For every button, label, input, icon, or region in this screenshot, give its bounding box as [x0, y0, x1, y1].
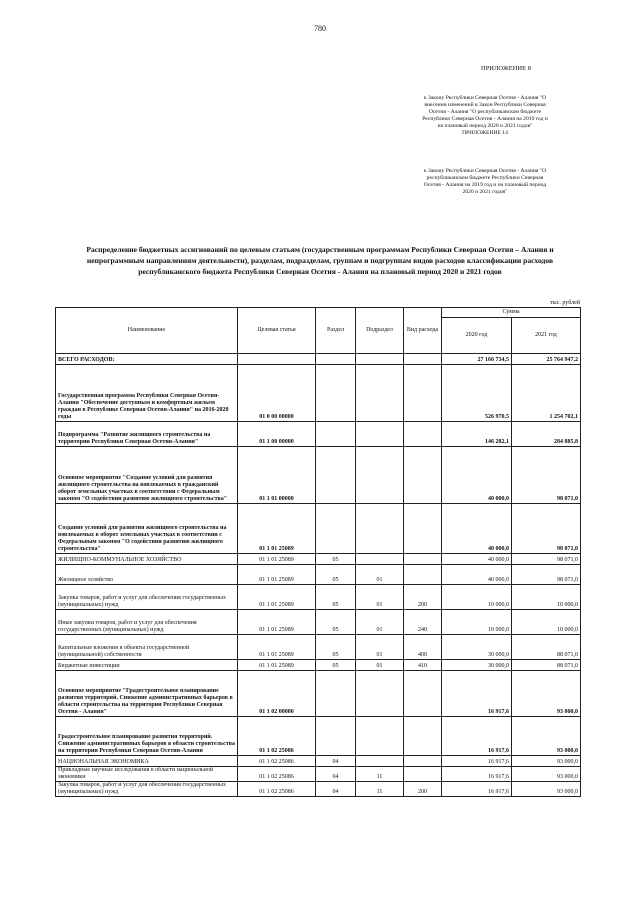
cell-section: 05	[316, 585, 356, 610]
cell-target: 01 1 01 25089	[238, 565, 316, 585]
header-target: Целевая статья	[238, 308, 316, 354]
cell-section	[316, 671, 356, 717]
cell-target: 01 1 02 00000	[238, 671, 316, 717]
cell-name: Государственная программа Республики Северная Осетия-Алания "Обеспечение доступным и комфортным жильем граждан в Республике Северная Осетия-Алания" на 2016-2020 годы	[56, 365, 238, 422]
cell-type	[404, 717, 442, 756]
cell-subsection	[356, 717, 404, 756]
cell-v2021: 10 000,0	[512, 585, 581, 610]
cell-subsection	[356, 365, 404, 422]
cell-name: Градостроительное планирование развития территорий. Снижение административных барьеров в области строительства на территории Республики Северная Осетия-Алания	[56, 717, 238, 756]
table-row	[56, 504, 581, 554]
cell-target: 01 1 01 00000	[238, 447, 316, 504]
cell-v2020: 40 000,0	[442, 447, 512, 504]
note-block-2	[392, 168, 578, 196]
cell-target: 01 1 02 25086	[238, 717, 316, 756]
cell-v2021: 93 000,0	[512, 756, 581, 767]
budget-table	[55, 307, 581, 797]
table-row	[56, 365, 581, 422]
header-name: Наименование	[56, 308, 238, 354]
cell-target: 01 1 02 25086	[238, 782, 316, 797]
page-number: 780	[314, 24, 326, 33]
header-2021: 2021 год	[512, 318, 581, 354]
cell-v2020: 16 917,6	[442, 756, 512, 767]
cell-v2021: 10 000,0	[512, 610, 581, 635]
table-row	[56, 767, 581, 782]
cell-name: Бюджетные инвестиции	[56, 660, 238, 671]
cell-type	[404, 554, 442, 565]
cell-target: 01 1 00 00000	[238, 422, 316, 447]
cell-v2020: 146 282,1	[442, 422, 512, 447]
cell-section	[316, 422, 356, 447]
note-line: к Закону Республики Северная Осетия - Алания "О	[423, 95, 547, 101]
appendix-label: ПРИЛОЖЕНИЕ 8	[481, 65, 531, 72]
note-line: ПРИЛОЖЕНИЕ 14	[462, 130, 508, 136]
table-row	[56, 447, 581, 504]
cell-section	[316, 447, 356, 504]
cell-subsection	[356, 671, 404, 717]
table-row	[56, 585, 581, 610]
cell-v2021: 1 254 702,1	[512, 365, 581, 422]
cell-subsection: 11	[356, 767, 404, 782]
cell-target: 01 1 01 25089	[238, 504, 316, 554]
header-section: Раздел	[316, 308, 356, 354]
cell-target: 01 1 02 25086	[238, 767, 316, 782]
cell-target: 01 0 00 00000	[238, 365, 316, 422]
cell-type	[404, 767, 442, 782]
cell-target	[238, 354, 316, 365]
header-subsection: Подраздел	[356, 308, 404, 354]
cell-type: 240	[404, 610, 442, 635]
cell-name: Капитальные вложения в объекты государственной (муниципальной) собственности	[56, 635, 238, 660]
cell-type	[404, 504, 442, 554]
table-row	[56, 554, 581, 565]
cell-section: 04	[316, 767, 356, 782]
cell-section	[316, 354, 356, 365]
cell-type	[404, 756, 442, 767]
cell-subsection: 01	[356, 585, 404, 610]
cell-target: 01 1 01 25089	[238, 554, 316, 565]
cell-subsection: 01	[356, 565, 404, 585]
note-line: Осетия - Алания "О республиканском бюджете	[428, 109, 542, 115]
table-row	[56, 610, 581, 635]
cell-target: 01 1 01 25089	[238, 660, 316, 671]
cell-name: Закупка товаров, работ и услуг для обеспечения государственных (муниципальных) нужд	[56, 782, 238, 797]
cell-subsection	[356, 504, 404, 554]
cell-section	[316, 717, 356, 756]
cell-v2020: 30 000,0	[442, 660, 512, 671]
cell-subsection	[356, 554, 404, 565]
cell-v2020: 30 000,0	[442, 635, 512, 660]
cell-v2020: 10 000,0	[442, 585, 512, 610]
cell-name: Основное мероприятие "Создание условий для развития жилищного строительства на вовлекаемых в гражданский оборот земельных участках в соответствии с Федеральным законом "О содействии развитию жилищного строительства"	[56, 447, 238, 504]
table-row	[56, 782, 581, 797]
note-line: внесении изменений в Закон Республики Северная	[424, 102, 546, 108]
cell-type: 200	[404, 585, 442, 610]
note-line: Осетия - Алания на 2019 год и на плановый период	[423, 182, 547, 188]
document-title: Распределение бюджетных ассигнований по целевым статьям (государственным программам Республики Северная Осетия – Алания и непрограммным направлениям деятельности), разделам, подразделам, группам и подгруппам видов расходов классификации расходов республиканского бюджета Республики Северная Осетия - Алания на плановый период 2020 и 2021 годов	[86, 245, 554, 276]
table-row	[56, 660, 581, 671]
cell-subsection	[356, 422, 404, 447]
cell-v2021: 88 071,0	[512, 635, 581, 660]
cell-type	[404, 422, 442, 447]
cell-name: Прикладные научные исследования в области национальной экономики	[56, 767, 238, 782]
cell-type: 200	[404, 782, 442, 797]
note-line: республиканском бюджете Республики Северная	[426, 175, 544, 181]
header-sum: Сумма	[442, 308, 581, 318]
cell-v2021: 98 071,0	[512, 554, 581, 565]
cell-section: 04	[316, 756, 356, 767]
cell-target: 01 1 01 25089	[238, 635, 316, 660]
cell-target: 01 1 01 25089	[238, 585, 316, 610]
cell-type	[404, 365, 442, 422]
cell-type	[404, 565, 442, 585]
cell-v2020: 27 166 734,5	[442, 354, 512, 365]
cell-type	[404, 671, 442, 717]
cell-name: НАЦИОНАЛЬНАЯ ЭКОНОМИКА	[56, 756, 238, 767]
cell-section: 05	[316, 610, 356, 635]
cell-v2021: 93 000,0	[512, 767, 581, 782]
cell-v2020: 526 970,5	[442, 365, 512, 422]
cell-name: Жилищное хозяйство	[56, 565, 238, 585]
cell-v2021: 93 000,0	[512, 717, 581, 756]
cell-name: ЖИЛИЩНО-КОММУНАЛЬНОЕ ХОЗЯЙСТВО	[56, 554, 238, 565]
cell-subsection	[356, 354, 404, 365]
cell-section: 04	[316, 782, 356, 797]
cell-v2021: 93 000,0	[512, 782, 581, 797]
cell-v2021: 98 071,0	[512, 447, 581, 504]
cell-v2020: 16 917,6	[442, 767, 512, 782]
cell-v2021: 98 071,0	[512, 504, 581, 554]
cell-subsection	[356, 447, 404, 504]
note-line: к Закону Республики Северная Осетия - Алания "О	[423, 168, 547, 174]
table-row	[56, 756, 581, 767]
cell-section	[316, 504, 356, 554]
cell-section	[316, 365, 356, 422]
cell-name: Иные закупки товаров, работ и услуг для обеспечения государственных (муниципальных) нужд	[56, 610, 238, 635]
cell-subsection: 01	[356, 635, 404, 660]
cell-v2021: 284 885,8	[512, 422, 581, 447]
cell-subsection	[356, 756, 404, 767]
note-block-1	[392, 95, 578, 137]
cell-v2020: 40 000,0	[442, 565, 512, 585]
table-row	[56, 635, 581, 660]
cell-v2021: 88 071,0	[512, 660, 581, 671]
note-line: на плановый период 2020 и 2021 годов"	[437, 123, 533, 129]
cell-v2021: 93 000,0	[512, 671, 581, 717]
cell-subsection: 01	[356, 610, 404, 635]
cell-name: Закупка товаров, работ и услуг для обеспечения государственных (муниципальных) нужд	[56, 585, 238, 610]
cell-v2020: 40 000,0	[442, 504, 512, 554]
table-row	[56, 565, 581, 585]
table-row	[56, 717, 581, 756]
cell-section: 05	[316, 554, 356, 565]
cell-section: 05	[316, 635, 356, 660]
cell-v2021: 98 071,0	[512, 565, 581, 585]
cell-name: Подпрограмма "Развитие жилищного строительства на территории Республики Северная Осетия-Алания"	[56, 422, 238, 447]
cell-v2020: 16 917,6	[442, 717, 512, 756]
cell-section: 05	[316, 565, 356, 585]
cell-v2020: 40 000,0	[442, 554, 512, 565]
cell-type	[404, 447, 442, 504]
cell-type: 400	[404, 635, 442, 660]
cell-name: ВСЕГО РАСХОДОВ:	[56, 354, 238, 365]
header-type: Вид расхода	[404, 308, 442, 354]
cell-target: 01 1 02 25086	[238, 756, 316, 767]
cell-name: Основное мероприятие "Градостроительное планирование развития территорий. Снижение административных барьеров в области строительства на территории Республики Северная Осетия - Алания"	[56, 671, 238, 717]
table-row	[56, 354, 581, 365]
cell-subsection: 11	[356, 782, 404, 797]
cell-target: 01 1 01 25089	[238, 610, 316, 635]
cell-v2021: 25 764 947,2	[512, 354, 581, 365]
cell-section: 05	[316, 660, 356, 671]
cell-name: Создание условий для развития жилищного строительства на вовлекаемых в оборот земельных участках в соответствии с Федеральным законом "О содействии развитию жилищного строительства"	[56, 504, 238, 554]
note-line: Республики Северная Осетия - Алания на 2019 год и	[422, 116, 548, 122]
cell-type	[404, 354, 442, 365]
cell-type: 410	[404, 660, 442, 671]
cell-subsection: 01	[356, 660, 404, 671]
unit-label: тыс. рублей	[550, 300, 580, 306]
cell-v2020: 16 917,6	[442, 782, 512, 797]
table-row	[56, 422, 581, 447]
note-line: 2020 и 2021 годов"	[462, 189, 508, 195]
cell-v2020: 16 917,6	[442, 671, 512, 717]
table-row	[56, 671, 581, 717]
header-2020: 2020 год	[442, 318, 512, 354]
cell-v2020: 10 000,0	[442, 610, 512, 635]
